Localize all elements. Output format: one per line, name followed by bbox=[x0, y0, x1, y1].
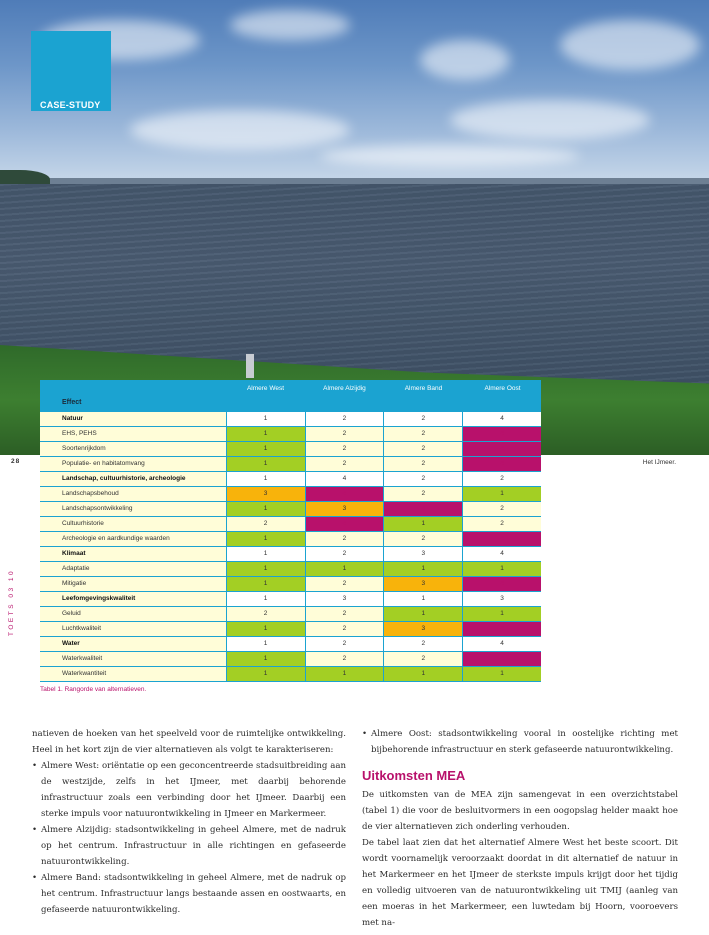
table-row bbox=[40, 592, 541, 607]
rank-cell: 2 bbox=[462, 502, 541, 516]
table-row bbox=[40, 457, 541, 472]
rank-cell: 2 bbox=[305, 427, 384, 441]
row-label: Landschapsontwikkeling bbox=[40, 502, 226, 516]
rank-cell: 1 bbox=[383, 592, 462, 606]
row-label: Landschap, cultuurhistorie, archeologie bbox=[40, 472, 226, 486]
table-row bbox=[40, 622, 541, 637]
rank-cell: 1 bbox=[226, 562, 305, 576]
intro-paragraph: natieven de hoeken van het speelveld voor de ruimtelijke ontwikkeling. Heel in het kort zijn de vier alternatieven als volgt te karakteriseren: bbox=[32, 729, 346, 755]
rank-cell: 1 bbox=[226, 427, 305, 441]
rank-cell: 4 bbox=[462, 622, 541, 636]
effect-header: Effect bbox=[62, 399, 82, 406]
rank-cell: 3 bbox=[462, 592, 541, 606]
table-row bbox=[40, 547, 541, 562]
rank-cell: 1 bbox=[226, 472, 305, 486]
table-caption: Tabel 1. Rangorde van alternatieven. bbox=[40, 686, 147, 693]
rank-cell: 4 bbox=[462, 412, 541, 426]
row-label: Luchtkwaliteit bbox=[40, 622, 226, 636]
rank-cell: 2 bbox=[305, 457, 384, 471]
row-label: Waterkwaliteit bbox=[40, 652, 226, 666]
rank-cell: 4 bbox=[305, 517, 384, 531]
rank-cell: 2 bbox=[305, 412, 384, 426]
row-label: Adaptatie bbox=[40, 562, 226, 576]
rank-cell: 1 bbox=[226, 547, 305, 561]
rank-cell: 2 bbox=[305, 547, 384, 561]
rank-cell: 2 bbox=[305, 442, 384, 456]
rank-cell: 4 bbox=[305, 487, 384, 501]
rank-cell: 4 bbox=[462, 547, 541, 561]
rank-cell: 2 bbox=[383, 472, 462, 486]
cloud bbox=[450, 100, 650, 140]
table-row bbox=[40, 502, 541, 517]
table-row bbox=[40, 412, 541, 427]
table-row bbox=[40, 562, 541, 577]
table-row bbox=[40, 487, 541, 502]
rank-cell: 2 bbox=[383, 532, 462, 546]
list-item: • Almere Alzijdig: stadsontwikkeling in geheel Almere, met de nadruk op het centrum. Infrastructuur in alle richtingen en gefaseerde natuurontwikkeling. bbox=[32, 822, 346, 870]
row-label: Leefomgevingskwaliteit bbox=[40, 592, 226, 606]
paragraph: De tabel laat zien dat het alternatief Almere West het beste scoort. Dit wordt voornamelijk veroorzaakt doordat in dit alternatief de natuur in het Markermeer en het IJmeer de sterkste impuls krijgt door het tijdig en volledig uitvoeren van de natuurontwikkeling uit TMIJ (aanleg van een moeras in het Markermeer, een luwtedam bij Hoorn, vooroevers met na- bbox=[362, 838, 678, 928]
rank-cell: 2 bbox=[462, 472, 541, 486]
rank-cell: 2 bbox=[305, 577, 384, 591]
rank-cell: 1 bbox=[462, 667, 541, 681]
rank-cell: 1 bbox=[383, 667, 462, 681]
rank-cell: 2 bbox=[462, 517, 541, 531]
rank-cell: 4 bbox=[462, 442, 541, 456]
row-label: Mitigatie bbox=[40, 577, 226, 591]
rank-cell: 3 bbox=[226, 487, 305, 501]
rank-cell: 1 bbox=[462, 607, 541, 621]
column-header: Almere Oost bbox=[484, 385, 521, 392]
rank-cell: 3 bbox=[305, 592, 384, 606]
cloud bbox=[420, 40, 510, 80]
table-row bbox=[40, 517, 541, 532]
rank-cell: 1 bbox=[226, 412, 305, 426]
ranking-table bbox=[40, 380, 541, 682]
rank-cell: 1 bbox=[383, 517, 462, 531]
rank-cell: 1 bbox=[305, 562, 384, 576]
row-label: Soortenrijkdom bbox=[40, 442, 226, 456]
rank-cell: 2 bbox=[305, 607, 384, 621]
list-item: • Almere Band: stadsontwikkeling in geheel Almere, met de nadruk op het centrum. Infrastructuur langs bestaande assen en oostwaarts, en gefaseerde natuurontwikkeling. bbox=[32, 870, 346, 918]
table-row bbox=[40, 442, 541, 457]
table-row bbox=[40, 427, 541, 442]
rank-cell: 1 bbox=[305, 667, 384, 681]
table-row bbox=[40, 607, 541, 622]
table-header bbox=[40, 380, 541, 412]
rank-cell: 1 bbox=[226, 502, 305, 516]
table-row bbox=[40, 532, 541, 547]
cloud bbox=[560, 20, 700, 70]
rank-cell: 1 bbox=[383, 562, 462, 576]
table-row bbox=[40, 667, 541, 682]
list-item: • Almere West: oriëntatie op een geconcentreerde stadsuitbreiding aan de westzijde, zelfs in het IJmeer, met daarbij behorende infrastructuur zoals een verbinding door het IJmeer. Daarbij een sterke impuls voor natuurontwikkeling in IJmeer en Markermeer. bbox=[32, 758, 346, 822]
rank-cell: 1 bbox=[462, 487, 541, 501]
table-row bbox=[40, 637, 541, 652]
table-body bbox=[40, 412, 541, 682]
rank-cell: 2 bbox=[226, 517, 305, 531]
rank-cell: 3 bbox=[383, 547, 462, 561]
rank-cell: 2 bbox=[305, 622, 384, 636]
page-number: 28 bbox=[11, 458, 21, 465]
text-column-left bbox=[32, 726, 346, 918]
rank-cell: 1 bbox=[226, 577, 305, 591]
rank-cell: 2 bbox=[305, 652, 384, 666]
cloud bbox=[320, 145, 580, 167]
rank-cell: 2 bbox=[305, 532, 384, 546]
text-column-right bbox=[362, 726, 678, 931]
section-title: Uitkomsten MEA bbox=[362, 768, 466, 783]
rank-cell: 2 bbox=[226, 607, 305, 621]
rank-cell: 1 bbox=[383, 607, 462, 621]
rank-cell: 2 bbox=[383, 442, 462, 456]
table-row bbox=[40, 652, 541, 667]
row-label: Archeologie en aardkundige waarden bbox=[40, 532, 226, 546]
row-label: Populatie- en habitatomvang bbox=[40, 457, 226, 471]
paragraph: De uitkomsten van de MEA zijn samengevat in een overzichtstabel (tabel 1) die voor de besluitvormers in een oogopslag helder maakt hoe de vier alternatieven zich onderling verhouden. bbox=[362, 790, 678, 832]
rank-cell: 2 bbox=[383, 412, 462, 426]
rank-cell: 1 bbox=[226, 457, 305, 471]
rank-cell: 1 bbox=[226, 622, 305, 636]
case-study-label: CASE-STUDY bbox=[40, 100, 101, 110]
rank-cell: 2 bbox=[383, 427, 462, 441]
cloud bbox=[230, 10, 350, 40]
rank-cell: 2 bbox=[305, 637, 384, 651]
rank-cell: 4 bbox=[462, 652, 541, 666]
row-label: Waterkwantiteit bbox=[40, 667, 226, 681]
post bbox=[246, 354, 254, 378]
rank-cell: 4 bbox=[462, 427, 541, 441]
rank-cell: 4 bbox=[462, 457, 541, 471]
table-row bbox=[40, 577, 541, 592]
rank-cell: 2 bbox=[383, 652, 462, 666]
alternatives-list-continued bbox=[362, 726, 678, 758]
rank-cell: 3 bbox=[383, 622, 462, 636]
rank-cell: 1 bbox=[226, 667, 305, 681]
running-title: TOETS 03 10 bbox=[8, 568, 15, 636]
rank-cell: 3 bbox=[383, 577, 462, 591]
rank-cell: 4 bbox=[462, 577, 541, 591]
column-header: Almere Alzijdig bbox=[323, 385, 366, 392]
row-label: Natuur bbox=[40, 412, 226, 426]
rank-cell: 1 bbox=[462, 562, 541, 576]
rank-cell: 4 bbox=[383, 502, 462, 516]
rank-cell: 4 bbox=[305, 472, 384, 486]
rank-cell: 1 bbox=[226, 532, 305, 546]
rank-cell: 3 bbox=[305, 502, 384, 516]
row-label: Cultuurhistorie bbox=[40, 517, 226, 531]
rank-cell: 1 bbox=[226, 637, 305, 651]
row-label: Klimaat bbox=[40, 547, 226, 561]
row-label: Geluid bbox=[40, 607, 226, 621]
case-study-box bbox=[31, 31, 111, 111]
cloud bbox=[130, 110, 350, 150]
row-label: Landschapsbehoud bbox=[40, 487, 226, 501]
rank-cell: 1 bbox=[226, 442, 305, 456]
row-label: Water bbox=[40, 637, 226, 651]
rank-cell: 4 bbox=[462, 532, 541, 546]
rank-cell: 2 bbox=[383, 457, 462, 471]
rank-cell: 2 bbox=[383, 637, 462, 651]
alternatives-list bbox=[32, 758, 346, 918]
row-label: EHS, PEHS bbox=[40, 427, 226, 441]
column-header: Almere Band bbox=[404, 385, 443, 392]
column-header: Almere West bbox=[246, 385, 285, 392]
rank-cell: 4 bbox=[462, 637, 541, 651]
table-row bbox=[40, 472, 541, 487]
rank-cell: 1 bbox=[226, 592, 305, 606]
rank-cell: 1 bbox=[226, 652, 305, 666]
list-item: • Almere Oost: stadsontwikkeling vooral in oostelijke richting met bijbehorende infrastructuur en sterk gefaseerde natuurontwikkeling. bbox=[362, 726, 678, 758]
rank-cell: 2 bbox=[383, 487, 462, 501]
photo-caption: Het IJmeer. bbox=[642, 459, 676, 466]
